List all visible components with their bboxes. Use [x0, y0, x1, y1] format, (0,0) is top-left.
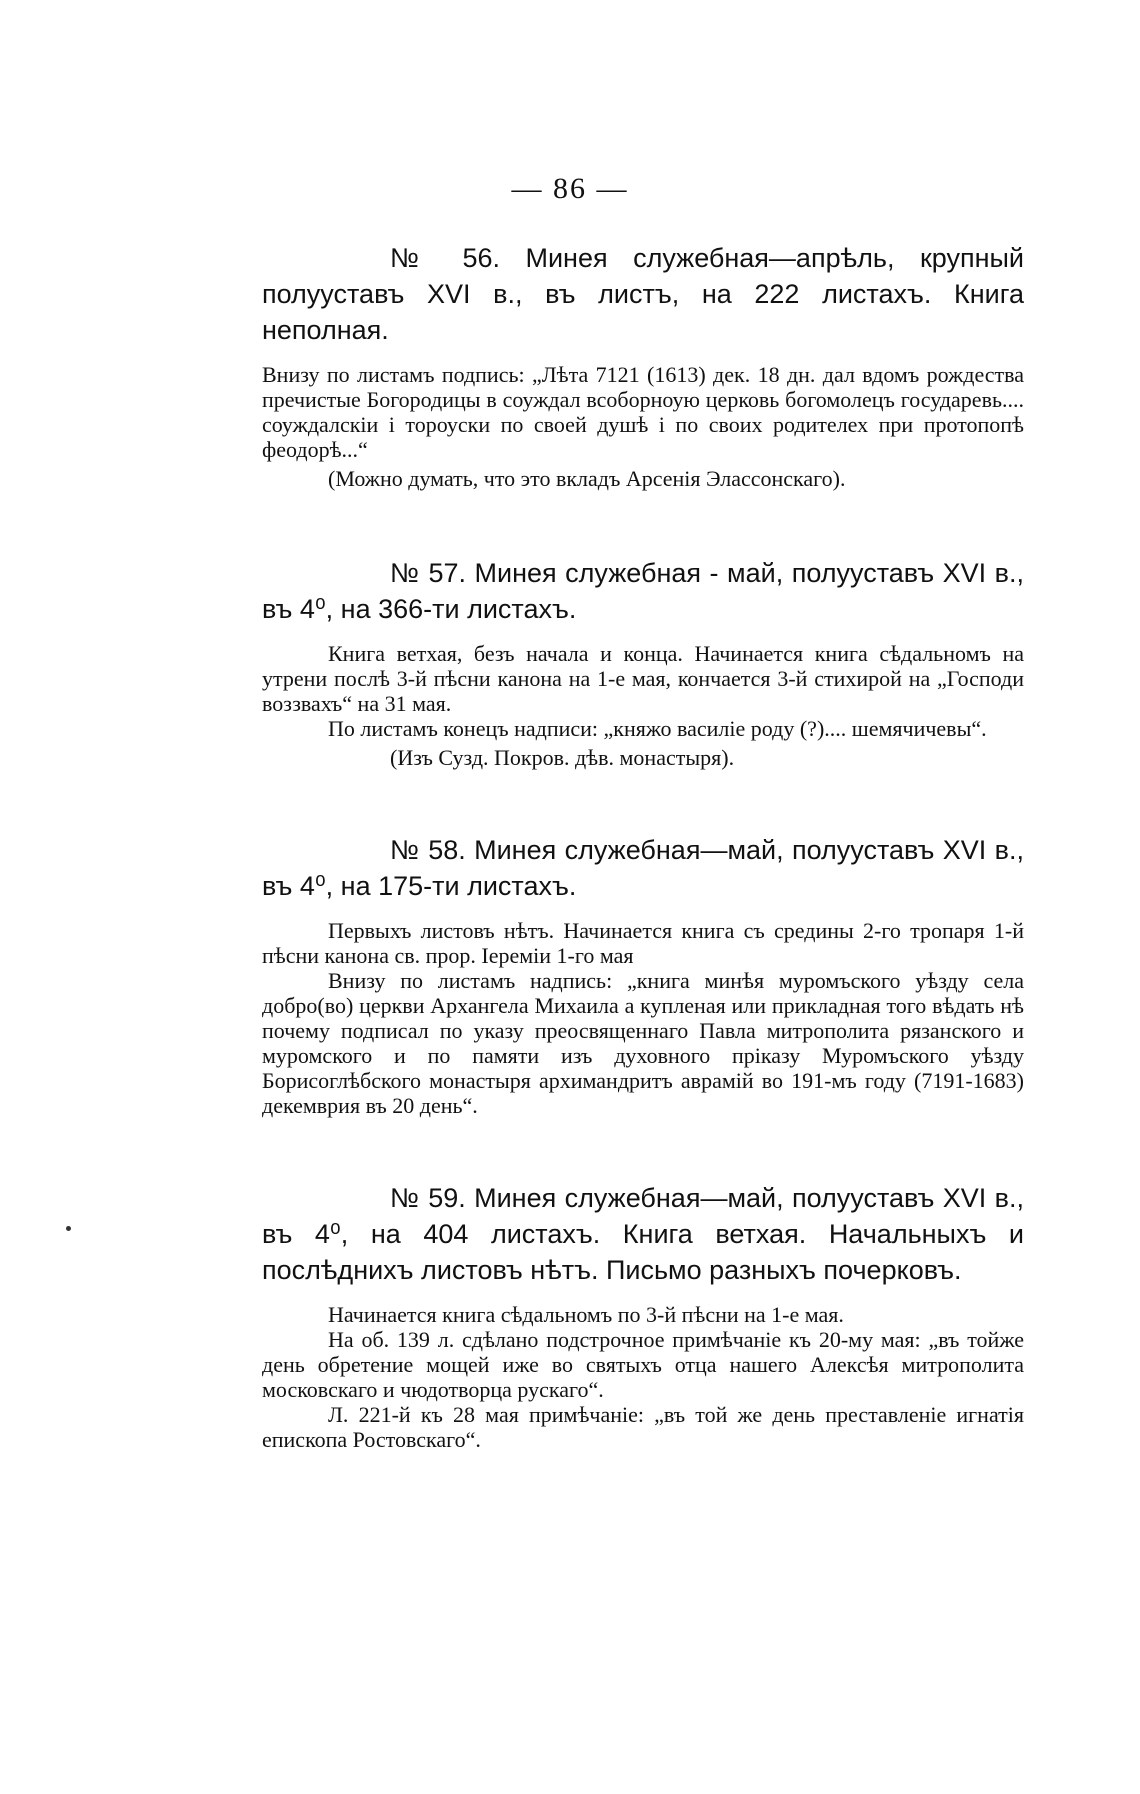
entry-body	[262, 918, 1024, 1118]
entry-paragraph: Внизу по листамъ надпись: „книга минѣя муромъского уѣзду села добро(во) церкви Архангела Михаила а купленая или прикладная того вѣдать нѣ почему подписал по указу преосвященнаго Павла митрополита рязанского и муромского и по памяти изъ духовного пріказу Муромъского уѣзду Борисоглѣбского монастыря архимандритъ аврамій во 191-мъ году (7191-1683) декемврия въ 20 день“.	[262, 968, 1024, 1118]
entry-heading: № 56. Минея служебная—апрѣль, крупный полууставъ XVI в., въ листъ, на 222 листахъ. Книга неполная.	[262, 243, 1024, 345]
entry-paragraph: Первыхъ листовъ нѣтъ. Начинается книга съ средины 2-го тропаря 1-й пѣсни канона св. прор. Іереміи 1-го мая	[262, 918, 1024, 968]
entry-body	[262, 641, 1024, 770]
entry-58	[262, 832, 1024, 1118]
entry-57	[262, 555, 1024, 770]
entry-paragraph: На об. 139 л. сдѣлано подстрочное примѣчаніе къ 20-му мая: „въ тойже день обретение мощей иже во святыхъ отца нашего Алексѣя митрополита московскаго и чюдотворца рускаго“.	[262, 1327, 1024, 1402]
entry-heading: № 58. Минея служебная—май, полууставъ XVI в., въ 4⁰, на 175-ти листахъ.	[262, 835, 1024, 901]
entry-source: (Изъ Сузд. Покров. дѣв. монастыря).	[390, 745, 735, 770]
entry-paragraph: По листамъ конецъ надписи: „княжо василіе роду (?).... шемячичевы“.	[328, 716, 987, 741]
entry-paragraph: Начинается книга сѣдальномъ по 3-й пѣсни на 1-е мая.	[328, 1302, 844, 1327]
margin-dot	[66, 1226, 71, 1231]
entry-heading: № 57. Минея служебная - май, полууставъ XVI в., въ 4⁰, на 366-ти листахъ.	[262, 558, 1024, 624]
entry-paragraph: Книга ветхая, безъ начала и конца. Начинается книга сѣдальномъ на утрени послѣ 3-й пѣсни канона на 1-е мая, кончается 3-й стихирой на „Господи воззвахъ“ на 31 мая.	[262, 641, 1024, 716]
entry-source: (Можно думать, что это вкладъ Арсенія Элассонскаго).	[328, 466, 846, 491]
entry-56	[262, 240, 1024, 491]
entry-heading: № 59. Минея служебная—май, полууставъ XVI в., въ 4⁰, на 404 листахъ. Книга ветхая. Начальныхъ и послѣднихъ листовъ нѣтъ. Письмо разныхъ почерковъ.	[262, 1183, 1024, 1285]
entry-body	[262, 362, 1024, 491]
entry-paragraph: Л. 221-й къ 28 мая примѣчаніе: „въ той же день преставленіе игнатія епископа Ростовскаго“.	[262, 1402, 1024, 1452]
entry-59	[262, 1180, 1024, 1452]
entry-body	[262, 1302, 1024, 1452]
entry-paragraph: Внизу по листамъ подпись: „Лѣта 7121 (1613) дек. 18 дн. дал вдомъ рождества пречистые Богородицы в соуждал всоборноую церковь богомолецъ государевь.... соуждалскіи і тороуски по своей душѣ і по своих родителех при протопопѣ феодорѣ...“	[262, 362, 1024, 462]
page-number: — 86 —	[511, 172, 629, 205]
